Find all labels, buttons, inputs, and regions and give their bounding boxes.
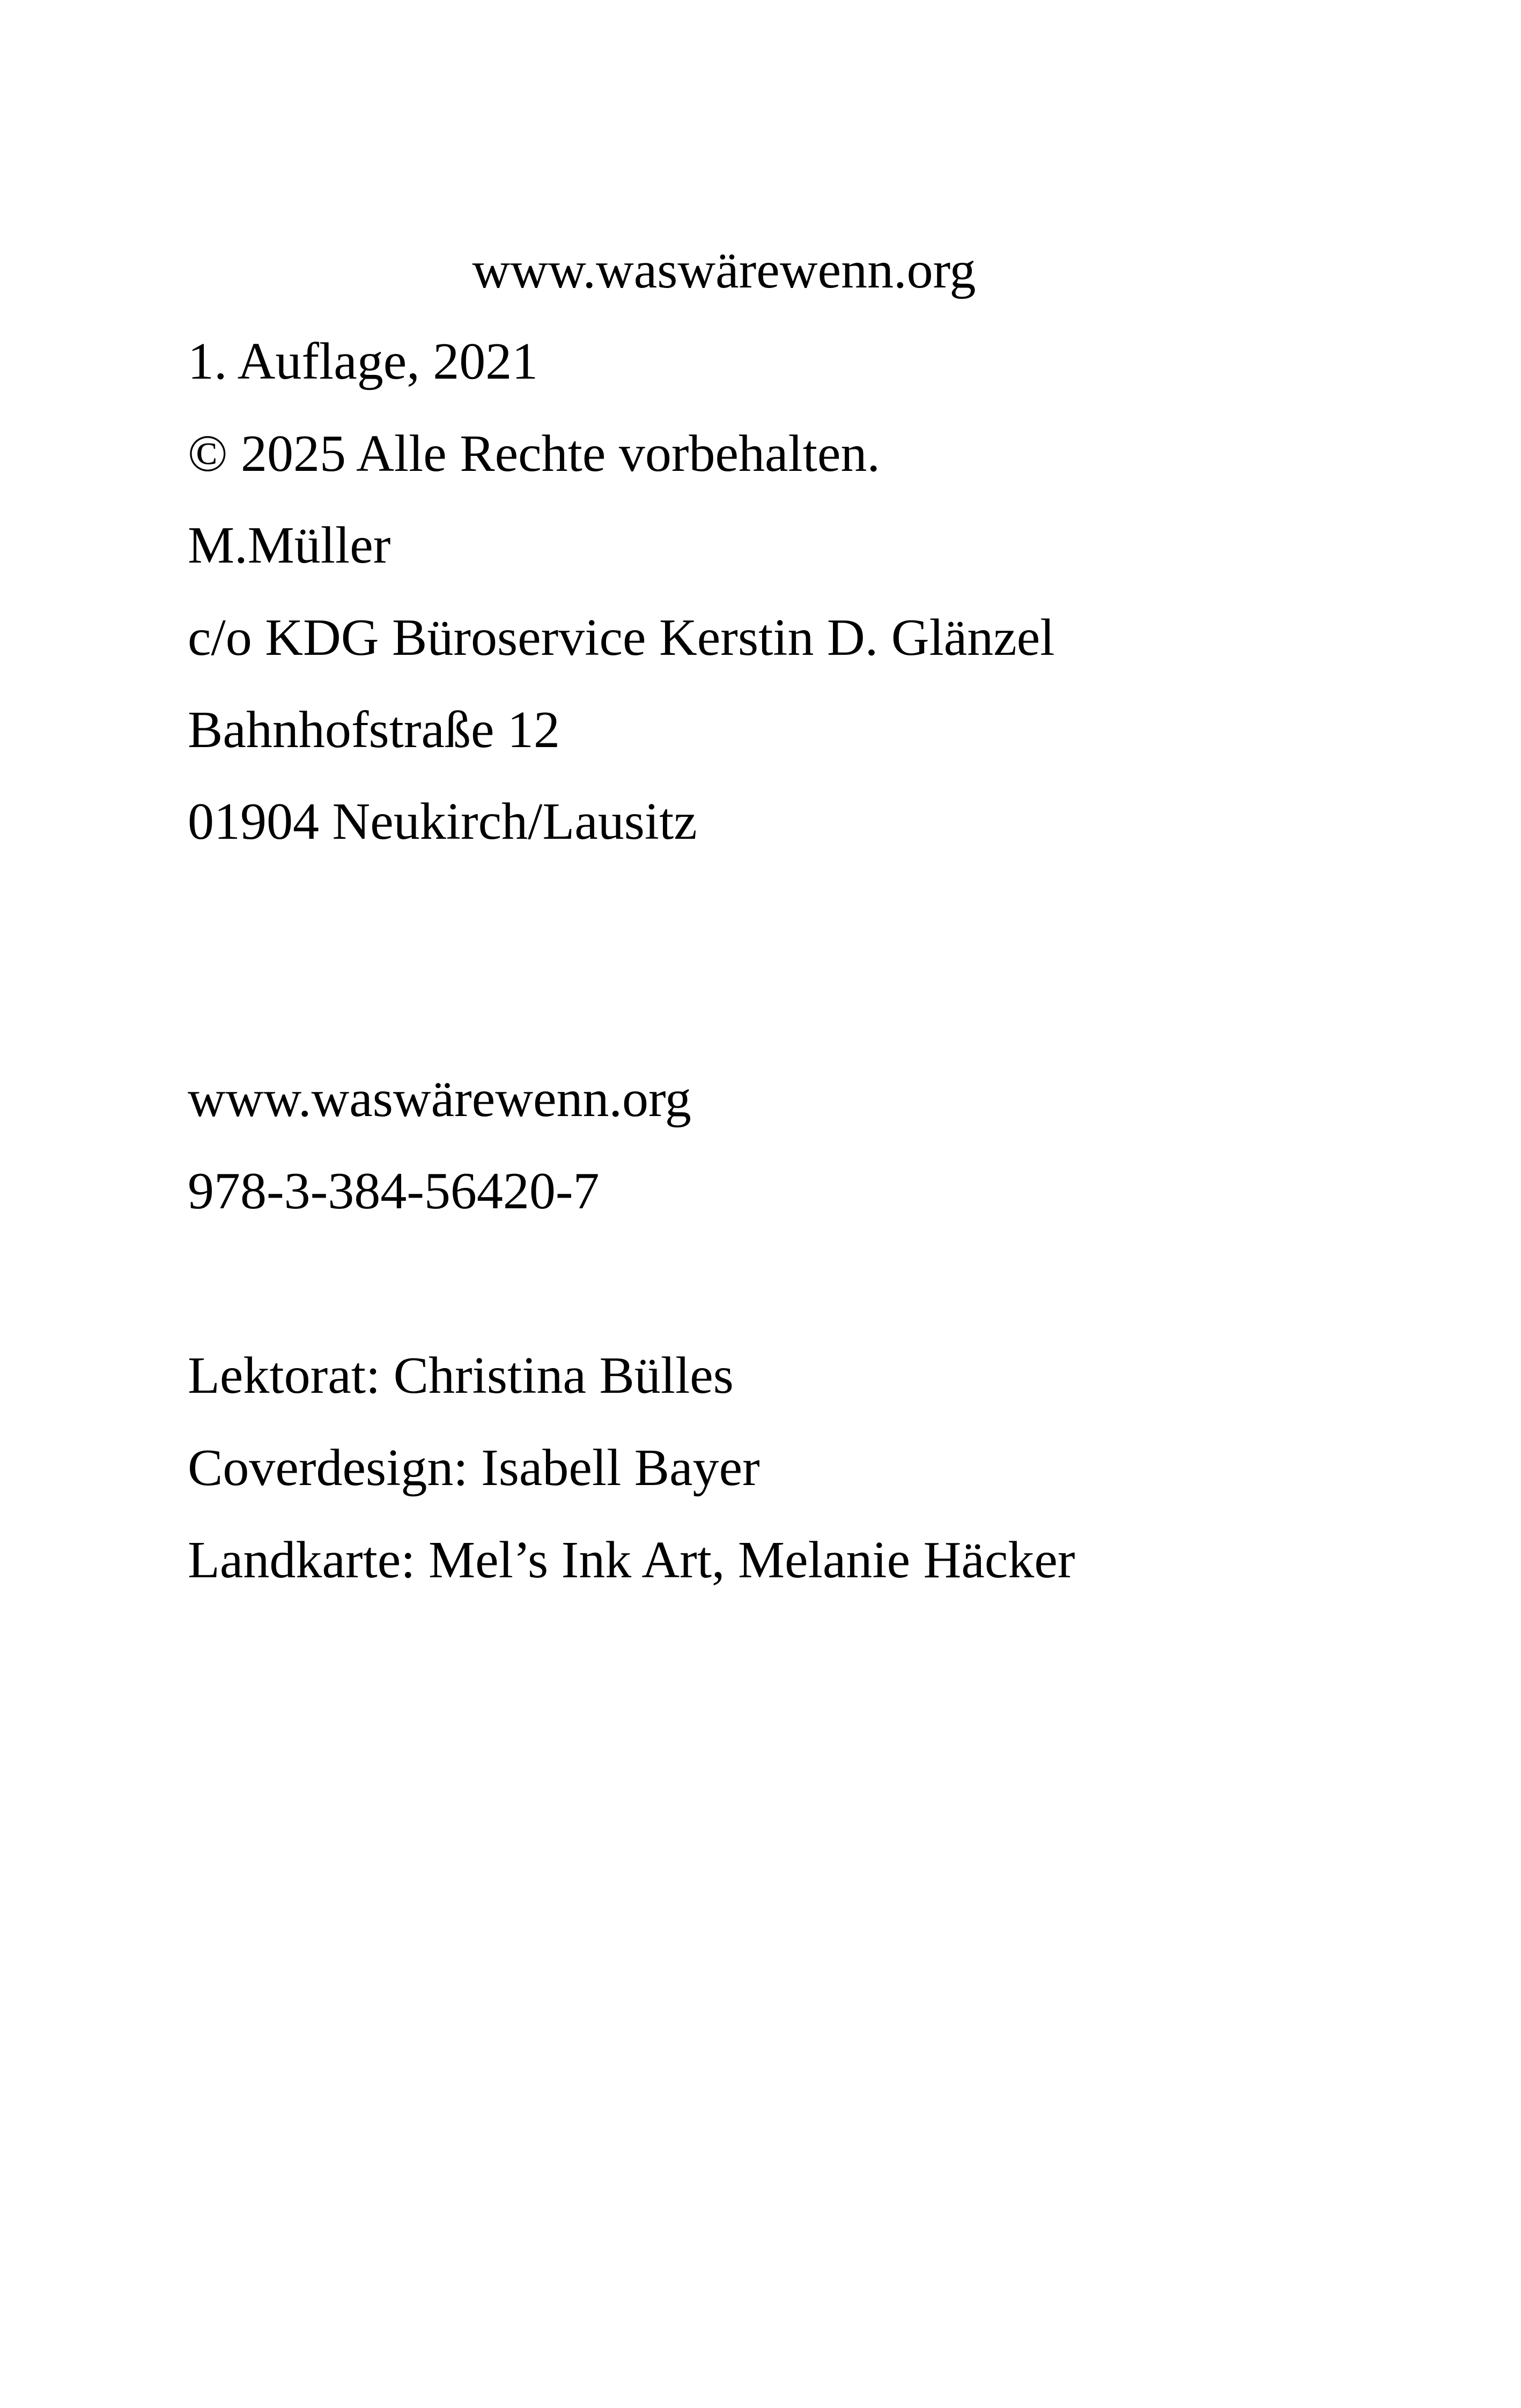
edition-line: 1. Auflage, 2021 [188, 333, 538, 390]
editor-credit: Lektorat: Christina Bülles [188, 1347, 734, 1405]
website-line: www.waswärewenn.org [188, 1070, 691, 1128]
author-name: M.Müller [188, 516, 391, 574]
cover-design-credit: Coverdesign: Isabell Bayer [188, 1439, 760, 1497]
copyright-line: © 2025 Alle Rechte vorbehalten. [188, 425, 880, 483]
isbn-line: 978-3-384-56420-7 [188, 1162, 600, 1220]
city-address: 01904 Neukirch/Lausitz [188, 793, 697, 851]
care-of-line: c/o KDG Büroservice Kerstin D. Glänzel [188, 609, 1055, 667]
street-address: Bahnhofstraße 12 [188, 701, 560, 759]
map-credit: Landkarte: Mel’s Ink Art, Melanie Häcker [188, 1531, 1075, 1589]
header-website: www.waswärewenn.org [472, 241, 976, 299]
